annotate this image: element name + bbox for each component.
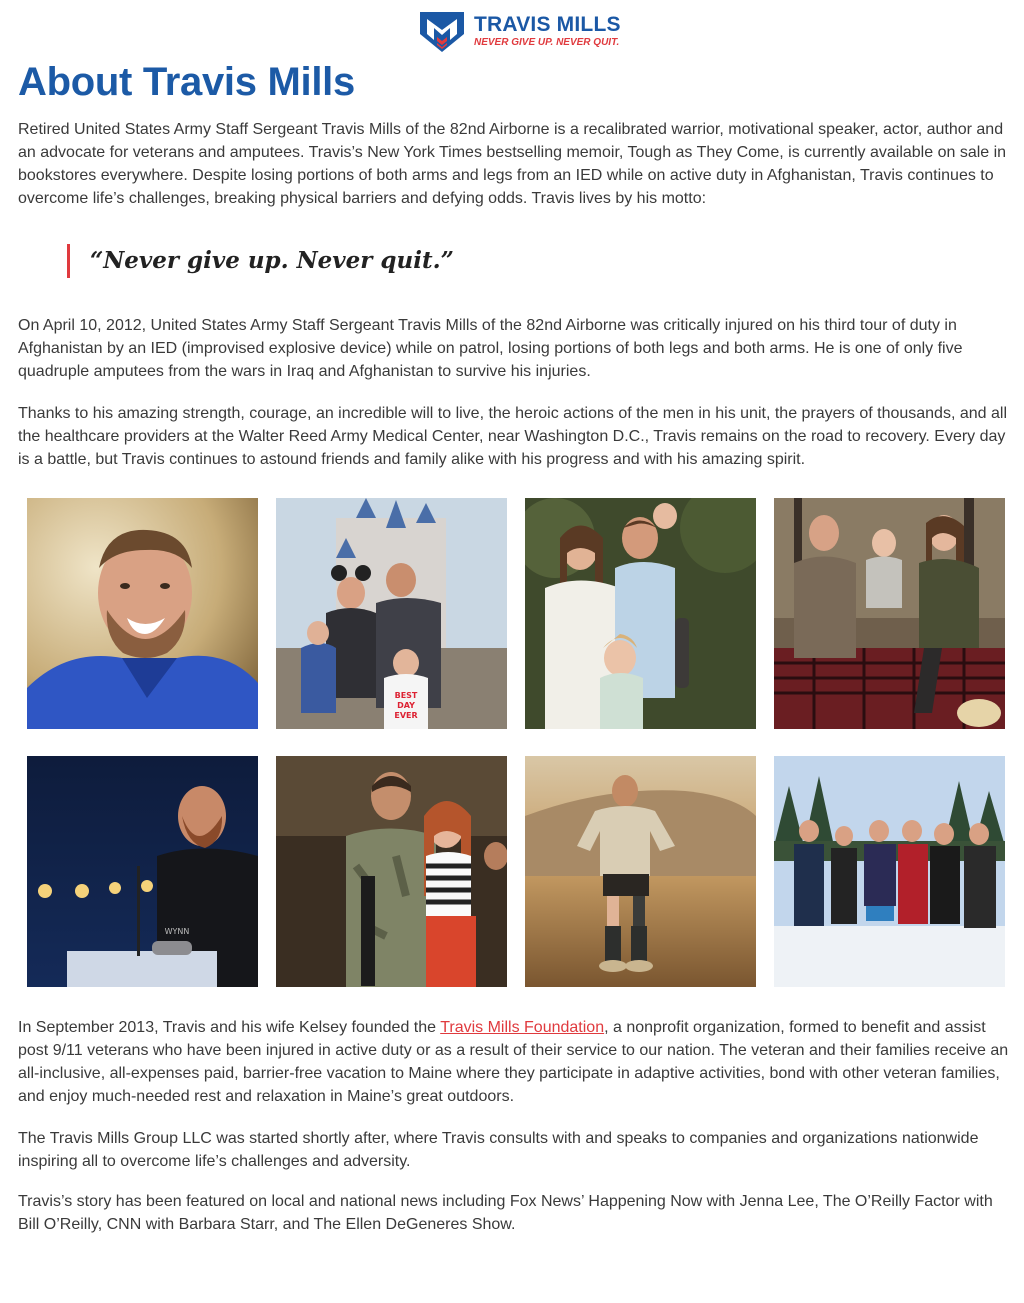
foundation-text-before: In September 2013, Travis and his wife Kelsey founded the [18, 1019, 441, 1036]
injury-paragraph: On April 10, 2012, United States Army Staff Sergeant Travis Mills of the 82nd Airborne was critically injured on his third tour of duty in Afghanistan by an IED (improvised explosive device) while on patrol, losing portions of both legs and both arms. He is one of only five quadruple amputees from the wars in Iraq and Afghanistan to survive his injuries. [18, 317, 963, 380]
brand-logo[interactable] [418, 10, 621, 54]
photo-family-autumn[interactable] [774, 498, 1005, 729]
photo-soldier-image [276, 756, 507, 987]
group-llc-paragraph: The Travis Mills Group LLC was started shortly after, where Travis consults with and speaks to companies and organizations nationwide inspiring all to overcome life’s challenges and adversity. [18, 1130, 979, 1170]
photo-castle-image [276, 498, 507, 729]
site-header [0, 10, 1024, 56]
photo-stage-image [27, 756, 258, 987]
shirt-text-ever: EVER [394, 711, 418, 720]
photo-family-outdoors[interactable] [525, 498, 756, 729]
photo-gallery [27, 498, 1007, 988]
photo-portrait-blue-shirt[interactable] [27, 498, 258, 729]
foundation-paragraph [18, 1016, 1014, 1108]
intro-paragraph: Retired United States Army Staff Sergeant Travis Mills of the 82nd Airborne is a recalibrated warrior, motivational speaker, actor, author and an advocate for veterans and amputees. Travis’s New York Times bestselling memoir, Tough as They Come, is currently available on sale in bookstores everywhere. Despite losing portions of both arms and legs from an IED while on active duty in Afghanistan, Travis continues to overcome life’s challenges, breaking physical barriers and defying odds. Travis lives by his motto: [18, 121, 1007, 207]
brand-tagline: NEVER GIVE UP. NEVER QUIT. [474, 37, 620, 48]
photo-group-snow[interactable] [774, 756, 1005, 987]
photo-soldier-with-wife[interactable] [276, 756, 507, 987]
photo-family-image [525, 498, 756, 729]
photo-snow-image [774, 756, 1005, 987]
photo-hilltop-image [525, 756, 756, 987]
photo-stage-speaking[interactable] [27, 756, 258, 987]
motto-text: “Never give up. Never quit.” [90, 247, 454, 274]
shirt-text-day: DAY [397, 701, 415, 710]
foundation-text-after: , a nonprofit organization, formed to benefit and assist post 9/11 veterans who have been injured in active duty or as a result of their service to our nation. The veteran and their families receive an all-inclusive, all-expenses paid, barrier-free vacation to Maine where they participate in adaptive activities, bond with other veteran families, and enjoy much-needed rest and relaxation in Maine’s great outdoors. [18, 1019, 1009, 1105]
media-paragraph: Travis’s story has been featured on local and national news including Fox News’ Happening Now with Jenna Lee, The O’Reilly Factor with Bill O’Reilly, CNN with Barbara Starr, and The Ellen DeGeneres Show. [18, 1193, 993, 1233]
shirt-text-best: BEST [394, 691, 418, 700]
recovery-paragraph: Thanks to his amazing strength, courage, an incredible will to live, the heroic actions of the men in his unit, the prayers of thousands, and all the healthcare providers at the Walter Reed Army Medical Center, near Washington D.C., Travis remains on the road to recovery. Every day is a battle, but Travis continues to astound friends and family alike with his progress and with his amazing spirit. [18, 405, 1007, 468]
brand-name: TRAVIS MILLS [474, 13, 621, 36]
shield-logo-icon [418, 10, 466, 54]
travis-mills-foundation-link[interactable]: Travis Mills Foundation [440, 1019, 605, 1036]
photo-portrait-image [27, 498, 258, 729]
tattoo-text: WYNN [164, 927, 190, 936]
photo-hilltop-sunset[interactable] [525, 756, 756, 987]
photo-family-castle[interactable] [276, 498, 507, 729]
photo-autumn-image [774, 498, 1005, 729]
motto-quote [67, 244, 454, 278]
page-title: About Travis Mills [18, 60, 355, 104]
